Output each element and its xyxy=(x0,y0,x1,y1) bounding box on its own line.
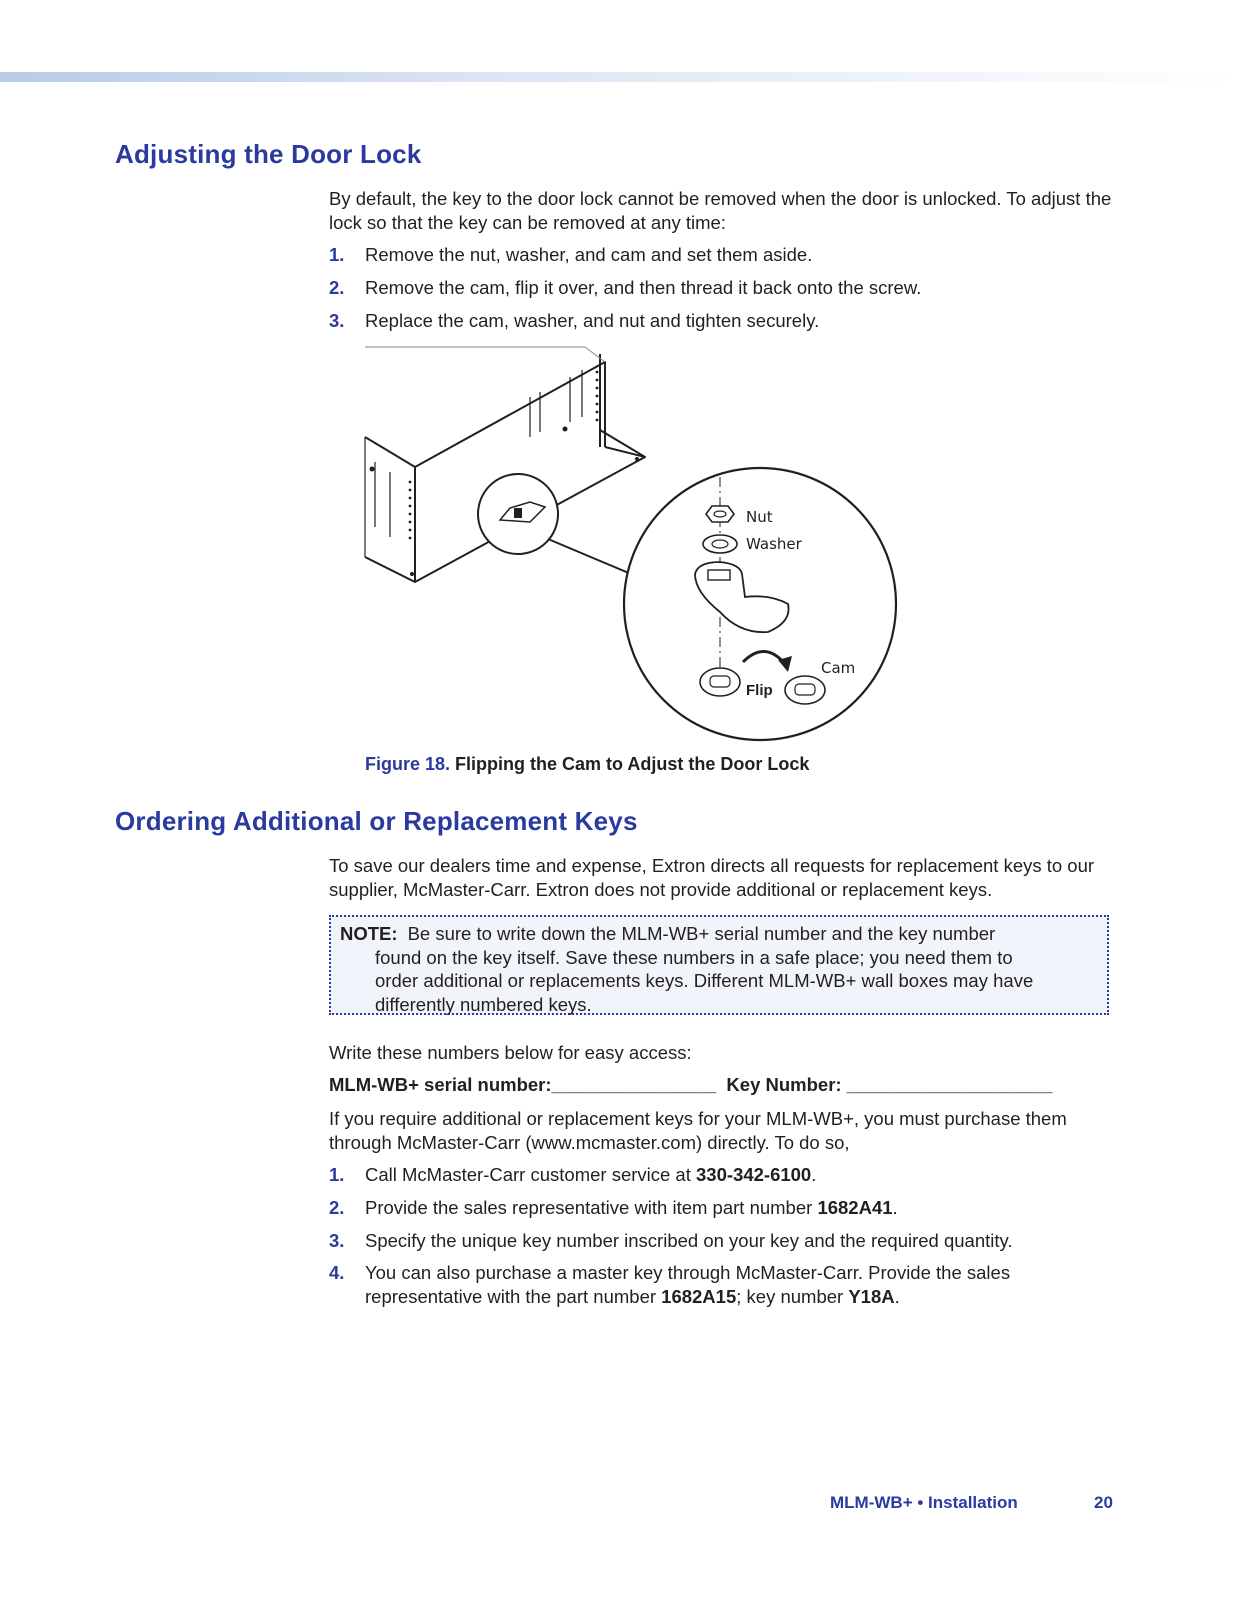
step-text: You can also purchase a master key through McMaster-Carr. Provide the sales representative with the part number 1682A15; key number Y18A. xyxy=(365,1262,1011,1307)
step-text: Provide the sales representative with item part number 1682A41. xyxy=(365,1197,898,1218)
purchase-intro: If you require additional or replacement keys for your MLM-WB+, you must purchase them through McMaster-Carr (www.mcmaster.com) directly. To do so, xyxy=(329,1108,1067,1153)
step-number: 2. xyxy=(329,1197,345,1218)
step-number: 4. xyxy=(329,1262,345,1283)
page-number: 20 xyxy=(1094,1493,1113,1512)
washer-label: Washer xyxy=(746,535,802,553)
figure-number: Figure 18. xyxy=(365,754,451,774)
step-number: 1. xyxy=(329,244,345,265)
list-item xyxy=(329,309,1119,333)
list-item xyxy=(329,1229,1119,1253)
figure-caption-text: Flipping the Cam to Adjust the Door Lock xyxy=(455,754,810,774)
step-number: 1. xyxy=(329,1164,345,1185)
figure-caption xyxy=(365,754,809,775)
note-line: order additional or replacements keys. Different MLM-WB+ wall boxes may have xyxy=(375,970,1034,991)
footer-title: MLM-WB+ • Installation xyxy=(830,1493,1018,1512)
door-lock-intro: By default, the key to the door lock cannot be removed when the door is unlocked. To adjust the lock so that the key can be removed at any time: xyxy=(329,188,1112,233)
note-text: Be sure to write down the MLM-WB+ serial number and the key number xyxy=(407,923,996,944)
list-item xyxy=(329,276,1119,300)
list-item xyxy=(329,1196,1119,1220)
note-label: NOTE: xyxy=(340,923,398,944)
ordering-intro: To save our dealers time and expense, Extron directs all requests for replacement keys to our supplier, McMaster-Carr. Extron does not provide additional or replacement keys. xyxy=(329,855,1095,900)
write-prompt: Write these numbers below for easy access: xyxy=(329,1042,692,1063)
step-text: Remove the cam, flip it over, and then thread it back onto the screw. xyxy=(365,277,922,298)
cam-label: Cam xyxy=(821,659,856,677)
list-item xyxy=(329,243,1119,267)
section-title-ordering-keys: Ordering Additional or Replacement Keys xyxy=(115,806,638,836)
section-title-door-lock: Adjusting the Door Lock xyxy=(115,139,422,169)
note-box xyxy=(329,915,1109,1015)
step-text: Replace the cam, washer, and nut and tighten securely. xyxy=(365,310,820,331)
step-text: Specify the unique key number inscribed on your key and the required quantity. xyxy=(365,1230,1013,1251)
note-line: differently numbered keys. xyxy=(375,993,592,1015)
note-line: found on the key itself. Save these numbers in a safe place; you need them to xyxy=(375,946,1013,968)
step-number: 2. xyxy=(329,277,345,298)
header-gradient-bar xyxy=(0,72,1237,82)
step-number: 3. xyxy=(329,1230,345,1251)
step-number: 3. xyxy=(329,310,345,331)
nut-label: Nut xyxy=(746,508,773,526)
step-text: Call McMaster-Carr customer service at 330-342-6100. xyxy=(365,1164,817,1185)
note-line xyxy=(340,922,1100,946)
door-lock-figure xyxy=(360,342,900,742)
serial-key-form-line: MLM-WB+ serial number:________________ Key Number: ____________________ xyxy=(329,1074,1053,1095)
list-item xyxy=(329,1163,1119,1187)
door-lock-illustration xyxy=(360,342,900,742)
step-text: Remove the nut, washer, and cam and set them aside. xyxy=(365,244,813,265)
flip-label: Flip xyxy=(746,682,773,699)
list-item xyxy=(329,1261,1119,1309)
